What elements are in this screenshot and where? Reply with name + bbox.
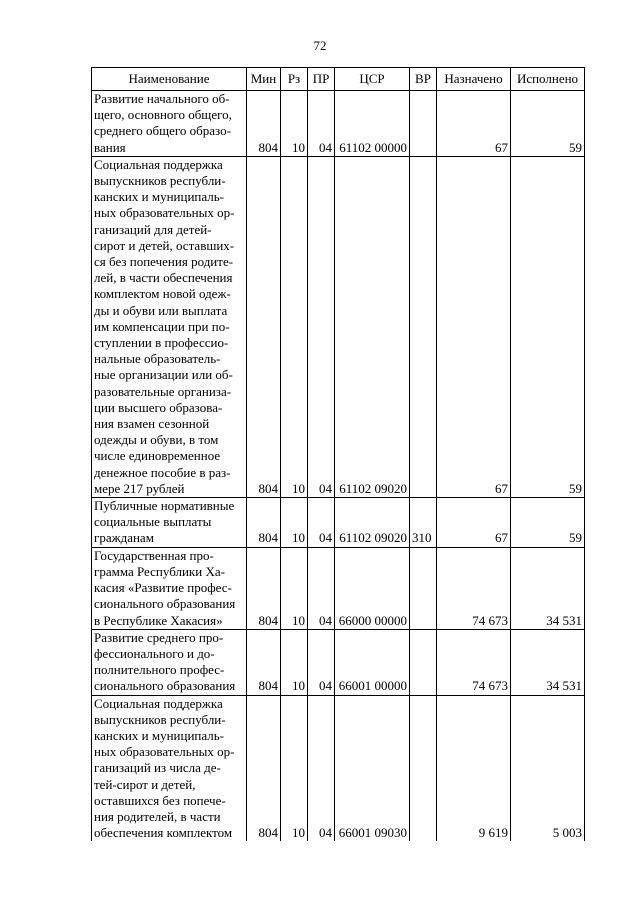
row-name-line: в Республике Хакасия» bbox=[94, 612, 223, 628]
row-csr: 61102 09020 bbox=[335, 156, 410, 497]
row-name-line: Публичные нормативные bbox=[94, 498, 235, 514]
row-min: 804 bbox=[247, 156, 281, 497]
table-row bbox=[92, 91, 585, 157]
row-executed: 59 bbox=[511, 156, 585, 497]
row-name-line: канских и муниципаль- bbox=[94, 727, 224, 743]
row-min: 804 bbox=[247, 695, 281, 841]
row-name-line: касия «Развитие профес- bbox=[94, 580, 232, 596]
row-planned: 67 bbox=[437, 498, 511, 548]
row-name-line: фессионального и до- bbox=[94, 645, 215, 661]
row-name-line: обеспечения комплектом bbox=[94, 825, 233, 841]
row-name-line: ния взамен сезонной bbox=[94, 416, 210, 432]
header-csr: ЦСР bbox=[335, 68, 410, 91]
row-name-line: ные организации или об- bbox=[94, 367, 233, 383]
row-min: 804 bbox=[247, 498, 281, 548]
row-name-line: сирот и детей, оставших- bbox=[94, 237, 235, 253]
page-number: 72 bbox=[313, 38, 327, 53]
row-pr: 04 bbox=[308, 695, 335, 841]
row-name-line: одежды и обуви, в том bbox=[94, 432, 219, 448]
row-pr: 04 bbox=[308, 91, 335, 157]
row-executed: 34 531 bbox=[511, 547, 585, 629]
row-name-line: ганизаций из числа де- bbox=[94, 760, 221, 776]
row-name-line: им компенсации при по- bbox=[94, 318, 230, 334]
row-executed: 34 531 bbox=[511, 629, 585, 695]
row-planned: 74 673 bbox=[437, 547, 511, 629]
row-pr: 04 bbox=[308, 498, 335, 548]
row-min: 804 bbox=[247, 629, 281, 695]
budget-table bbox=[91, 67, 585, 841]
row-rz: 10 bbox=[281, 156, 308, 497]
header-min: Мин bbox=[247, 68, 281, 91]
header-pr: ПР bbox=[308, 68, 335, 91]
row-name-line: ступлении в профессио- bbox=[94, 335, 229, 351]
row-csr: 61102 00000 bbox=[335, 91, 410, 157]
row-name-line: лей, в части обеспечения bbox=[94, 270, 233, 286]
row-name-line: полнительного профес- bbox=[94, 662, 225, 678]
row-name-line: комплектом новой одеж- bbox=[94, 286, 231, 302]
row-csr: 66001 09030 bbox=[335, 695, 410, 841]
row-name-line: ния родителей, в части bbox=[94, 808, 221, 824]
row-name-line: денежное пособие в раз- bbox=[94, 464, 231, 480]
row-name-line: ции высшего образова- bbox=[94, 399, 223, 415]
row-pr: 04 bbox=[308, 547, 335, 629]
row-name bbox=[92, 91, 247, 157]
row-name-line: нальные образователь- bbox=[94, 351, 221, 367]
row-name-line: гражданам bbox=[94, 530, 154, 546]
table-row bbox=[92, 498, 585, 548]
row-csr: 66001 00000 bbox=[335, 629, 410, 695]
row-executed: 5 003 bbox=[511, 695, 585, 841]
row-name-line: Социальная поддержка bbox=[94, 156, 223, 172]
header-rz: Рз bbox=[281, 68, 308, 91]
row-pr: 04 bbox=[308, 629, 335, 695]
row-csr: 66000 00000 bbox=[335, 547, 410, 629]
row-vr bbox=[410, 695, 437, 841]
row-name-line: Развитие начального об- bbox=[94, 91, 230, 106]
row-rz: 10 bbox=[281, 695, 308, 841]
header-name: Наименование bbox=[92, 68, 247, 91]
row-name-line: выпускников республи- bbox=[94, 173, 226, 189]
row-name-line: сионального образования bbox=[94, 678, 236, 694]
row-csr: 61102 09020 bbox=[335, 498, 410, 548]
table-row bbox=[92, 547, 585, 629]
row-planned: 67 bbox=[437, 91, 511, 157]
row-vr bbox=[410, 91, 437, 157]
row-executed: 59 bbox=[511, 498, 585, 548]
row-name-line: ся без попечения родите- bbox=[94, 254, 234, 270]
row-name-line: тей-сирот и детей, bbox=[94, 776, 196, 792]
row-rz: 10 bbox=[281, 547, 308, 629]
row-name-line: вания bbox=[94, 139, 126, 155]
row-planned: 67 bbox=[437, 156, 511, 497]
row-name-line: оставшихся без попече- bbox=[94, 792, 226, 808]
table-row bbox=[92, 156, 585, 497]
row-name-line: социальные выплаты bbox=[94, 514, 212, 530]
header-vr: ВР bbox=[410, 68, 437, 91]
row-name-line: разовательные организа- bbox=[94, 383, 232, 399]
row-vr bbox=[410, 156, 437, 497]
row-name-line: выпускников республи- bbox=[94, 711, 226, 727]
row-name bbox=[92, 695, 247, 841]
row-name-line: ганизаций для детей- bbox=[94, 221, 212, 237]
row-name-line: Социальная поддержка bbox=[94, 695, 223, 711]
header-row bbox=[92, 68, 585, 91]
header-planned: Назначено bbox=[437, 68, 511, 91]
row-name bbox=[92, 629, 247, 695]
row-name-line: грамма Республики Ха- bbox=[94, 563, 225, 579]
row-name-line: ных образовательных ор- bbox=[94, 205, 235, 221]
row-min: 804 bbox=[247, 91, 281, 157]
row-name-line: числе единовременное bbox=[94, 448, 221, 464]
row-name-line: среднего общего образо- bbox=[94, 123, 231, 139]
row-name bbox=[92, 547, 247, 629]
row-planned: 9 619 bbox=[437, 695, 511, 841]
table-row bbox=[92, 629, 585, 695]
row-name-line: ды и обуви или выплата bbox=[94, 302, 228, 318]
row-name-line: ных образовательных ор- bbox=[94, 744, 235, 760]
row-vr bbox=[410, 629, 437, 695]
row-name-line: сионального образования bbox=[94, 596, 236, 612]
row-name-line: щего, основного общего, bbox=[94, 107, 232, 123]
row-pr: 04 bbox=[308, 156, 335, 497]
row-name-line: Развитие среднего про- bbox=[94, 629, 224, 645]
row-rz: 10 bbox=[281, 629, 308, 695]
row-rz: 10 bbox=[281, 91, 308, 157]
row-vr: 310 bbox=[410, 498, 437, 548]
row-name-line: канских и муниципаль- bbox=[94, 189, 224, 205]
row-vr bbox=[410, 547, 437, 629]
row-rz: 10 bbox=[281, 498, 308, 548]
row-name-line: мере 217 рублей bbox=[94, 480, 185, 496]
row-min: 804 bbox=[247, 547, 281, 629]
row-name-line: Государственная про- bbox=[94, 547, 214, 563]
row-name bbox=[92, 156, 247, 497]
table-row bbox=[92, 695, 585, 841]
row-executed: 59 bbox=[511, 91, 585, 157]
row-name bbox=[92, 498, 247, 548]
header-executed: Исполнено bbox=[511, 68, 585, 91]
row-planned: 74 673 bbox=[437, 629, 511, 695]
